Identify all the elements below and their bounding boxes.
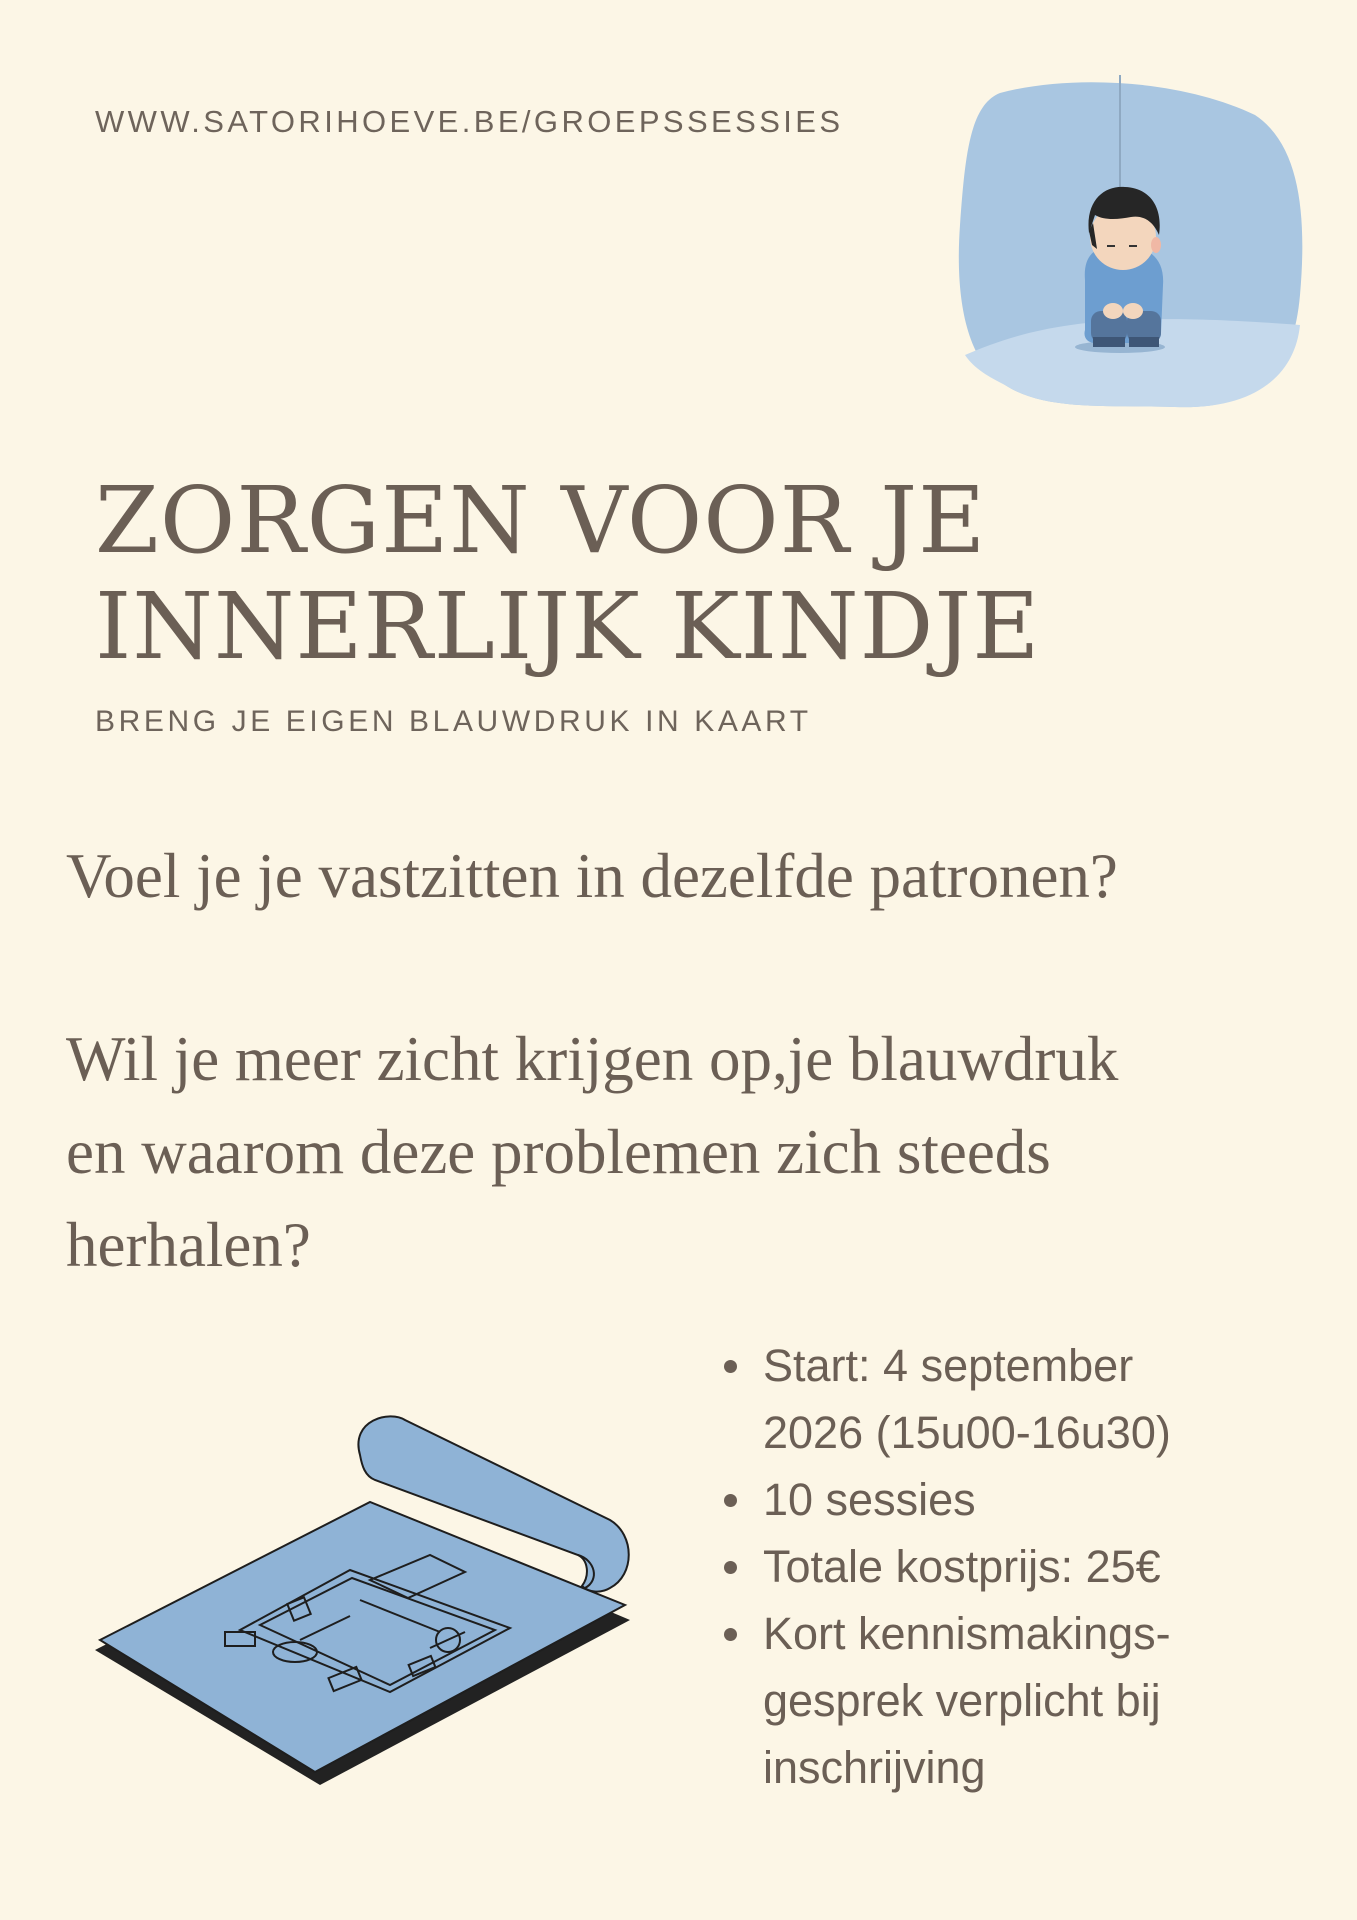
bullet-icon — [724, 1628, 737, 1641]
sad-child-illustration — [955, 75, 1305, 415]
detail-text: Start: 4 september — [763, 1340, 1134, 1391]
question-2-line-1: Wil je meer zicht krijgen op,je blauwdruk — [66, 1024, 1119, 1094]
bullet-icon — [724, 1494, 737, 1507]
detail-text: Totale kostprijs: 25€ — [763, 1541, 1161, 1592]
detail-item-start — [718, 1332, 1278, 1466]
detail-item-sessions — [718, 1466, 1278, 1533]
question-2-line-3: herhalen? — [66, 1210, 311, 1280]
detail-text: 2026 (15u00-16u30) — [763, 1407, 1171, 1458]
blueprint-illustration — [90, 1410, 650, 1790]
bullet-icon — [724, 1561, 737, 1574]
question-2 — [66, 1013, 1306, 1292]
detail-item-price — [718, 1533, 1278, 1600]
detail-text: 10 sessies — [763, 1474, 976, 1525]
detail-text: Kort kennismakings- — [763, 1608, 1171, 1659]
title-line-2: INNERLIJK KINDJE — [95, 573, 1041, 680]
title-line-1: ZORGEN VOOR JE — [95, 467, 987, 574]
detail-text: gesprek verplicht bij — [763, 1675, 1161, 1726]
question-1: Voel je je vastzitten in dezelfde patronen? — [66, 841, 1118, 911]
page-title — [95, 468, 1040, 680]
child-figure — [1084, 187, 1163, 347]
bullet-icon — [724, 1360, 737, 1373]
website-url[interactable]: WWW.SATORIHOEVE.BE/GROEPSSESSIES — [95, 104, 844, 139]
session-details-list — [718, 1332, 1278, 1801]
detail-item-intake — [718, 1600, 1278, 1801]
subtitle: BRENG JE EIGEN BLAUWDRUK IN KAART — [95, 705, 812, 738]
question-2-line-2: en waarom deze problemen zich steeds — [66, 1117, 1051, 1187]
detail-text: inschrijving — [763, 1742, 986, 1793]
